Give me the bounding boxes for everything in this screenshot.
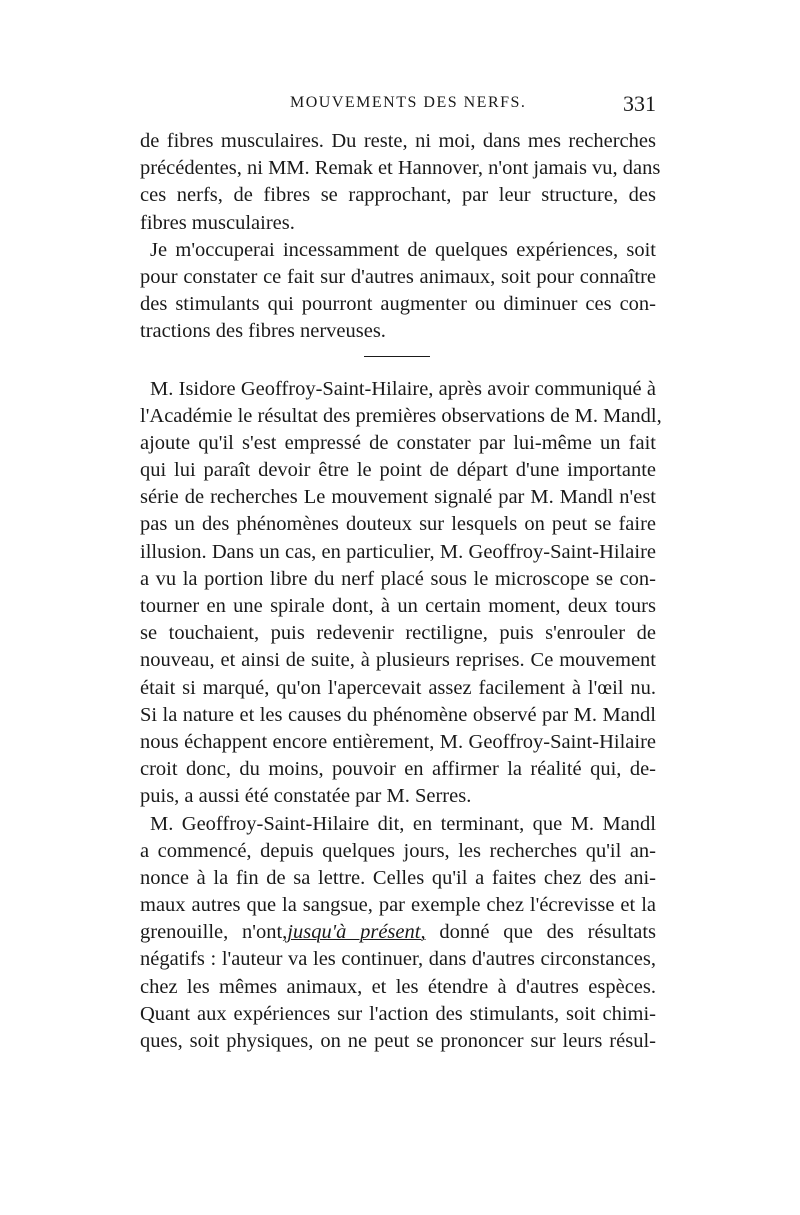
text-line: Je m'occuperai incessamment de quelques expériences, soit [150, 238, 656, 261]
text-segment: grenouille, n'ont, [140, 921, 288, 944]
page-number: 331 [623, 91, 656, 116]
text-line: M. Isidore Geoffroy-Saint-Hilaire, après avoir communiqué à [150, 377, 656, 400]
text-line: pas un des phénomènes douteux sur lesquels on peut se faire [140, 513, 656, 536]
paragraph [140, 237, 656, 346]
text-line: Quant aux expériences sur l'action des stimulants, soit chimi- [140, 1002, 656, 1025]
text-line: chez les mêmes animaux, et les étendre à d'autres espèces. [140, 975, 656, 998]
text-line: qui lui paraît devoir être le point de départ d'une importante [140, 459, 656, 482]
text-line: des stimulants qui pourront augmenter ou diminuer ces con- [140, 293, 656, 316]
text-line: ajoute qu'il s'est empressé de constater par lui-même un fait [140, 431, 656, 454]
text-line: série de recherches Le mouvement signalé par M. Mandl n'est [140, 486, 656, 509]
text-segment: donné que des résultats [425, 921, 656, 944]
text-line: M. Geoffroy-Saint-Hilaire dit, en terminant, que M. Mandl [150, 812, 656, 835]
section-divider [140, 346, 656, 376]
text-line: de fibres musculaires. Du reste, ni moi, dans mes recherches [140, 130, 656, 152]
text-line: pour constater ce fait sur d'autres animaux, soit pour connaître [140, 265, 656, 288]
text-line: Si la nature et les causes du phénomène observé par M. Mandl [140, 703, 656, 726]
text-line: illusion. Dans un cas, en particulier, M. Geoffroy-Saint-Hilaire [140, 540, 656, 563]
text-line: puis, a aussi été constatée par M. Serres. [140, 785, 472, 808]
paragraph [140, 811, 656, 1056]
text-line: nous échappent encore entièrement, M. Geoffroy-Saint-Hilaire [140, 730, 656, 753]
text-line: nouveau, et ainsi de suite, à plusieurs reprises. Ce mouvement [140, 649, 656, 672]
text-line: se touchaient, puis redevenir rectiligne, puis s'enrouler de [140, 622, 656, 645]
text-line: l'Académie le résultat des premières observations de M. Mandl, [140, 404, 662, 427]
text-line: croit donc, du moins, pouvoir en affirmer la réalité qui, de- [140, 758, 656, 781]
text-line-mixed [140, 919, 656, 946]
text-line: maux autres que la sangsue, par exemple chez l'écrevisse et la [140, 894, 656, 917]
running-title: MOUVEMENTS DES NERFS. [290, 94, 527, 111]
paragraph [140, 128, 661, 237]
paragraph [140, 376, 662, 811]
italic-phrase: jusqu'à présent, [287, 921, 426, 944]
text-line: a vu la portion libre du nerf placé sous le microscope se con- [140, 567, 656, 590]
text-line: tourner en une spirale dont, à un certain moment, deux tours [140, 595, 656, 617]
running-head [140, 91, 656, 124]
divider-rule [364, 356, 430, 357]
text-line: précédentes, ni MM. Remak et Hannover, n'ont jamais vu, dans [140, 157, 661, 180]
text-line: ces nerfs, de fibres se rapprochant, par leur structure, des [140, 184, 656, 207]
text-line: ques, soit physiques, on ne peut se prononcer sur leurs résul- [140, 1030, 656, 1052]
text-line: était si marqué, qu'on l'apercevait assez facilement à l'œil nu. [140, 676, 656, 699]
text-line: négatifs : l'auteur va les continuer, dans d'autres circonstances, [140, 948, 656, 971]
text-line: a commencé, depuis quelques jours, les recherches qu'il an- [140, 839, 656, 862]
text-line: fibres musculaires. [140, 211, 295, 234]
text-line: tractions des fibres nerveuses. [140, 320, 386, 343]
body-text [140, 128, 662, 1055]
text-line: nonce à la fin de sa lettre. Celles qu'il a faites chez des ani- [140, 866, 656, 889]
